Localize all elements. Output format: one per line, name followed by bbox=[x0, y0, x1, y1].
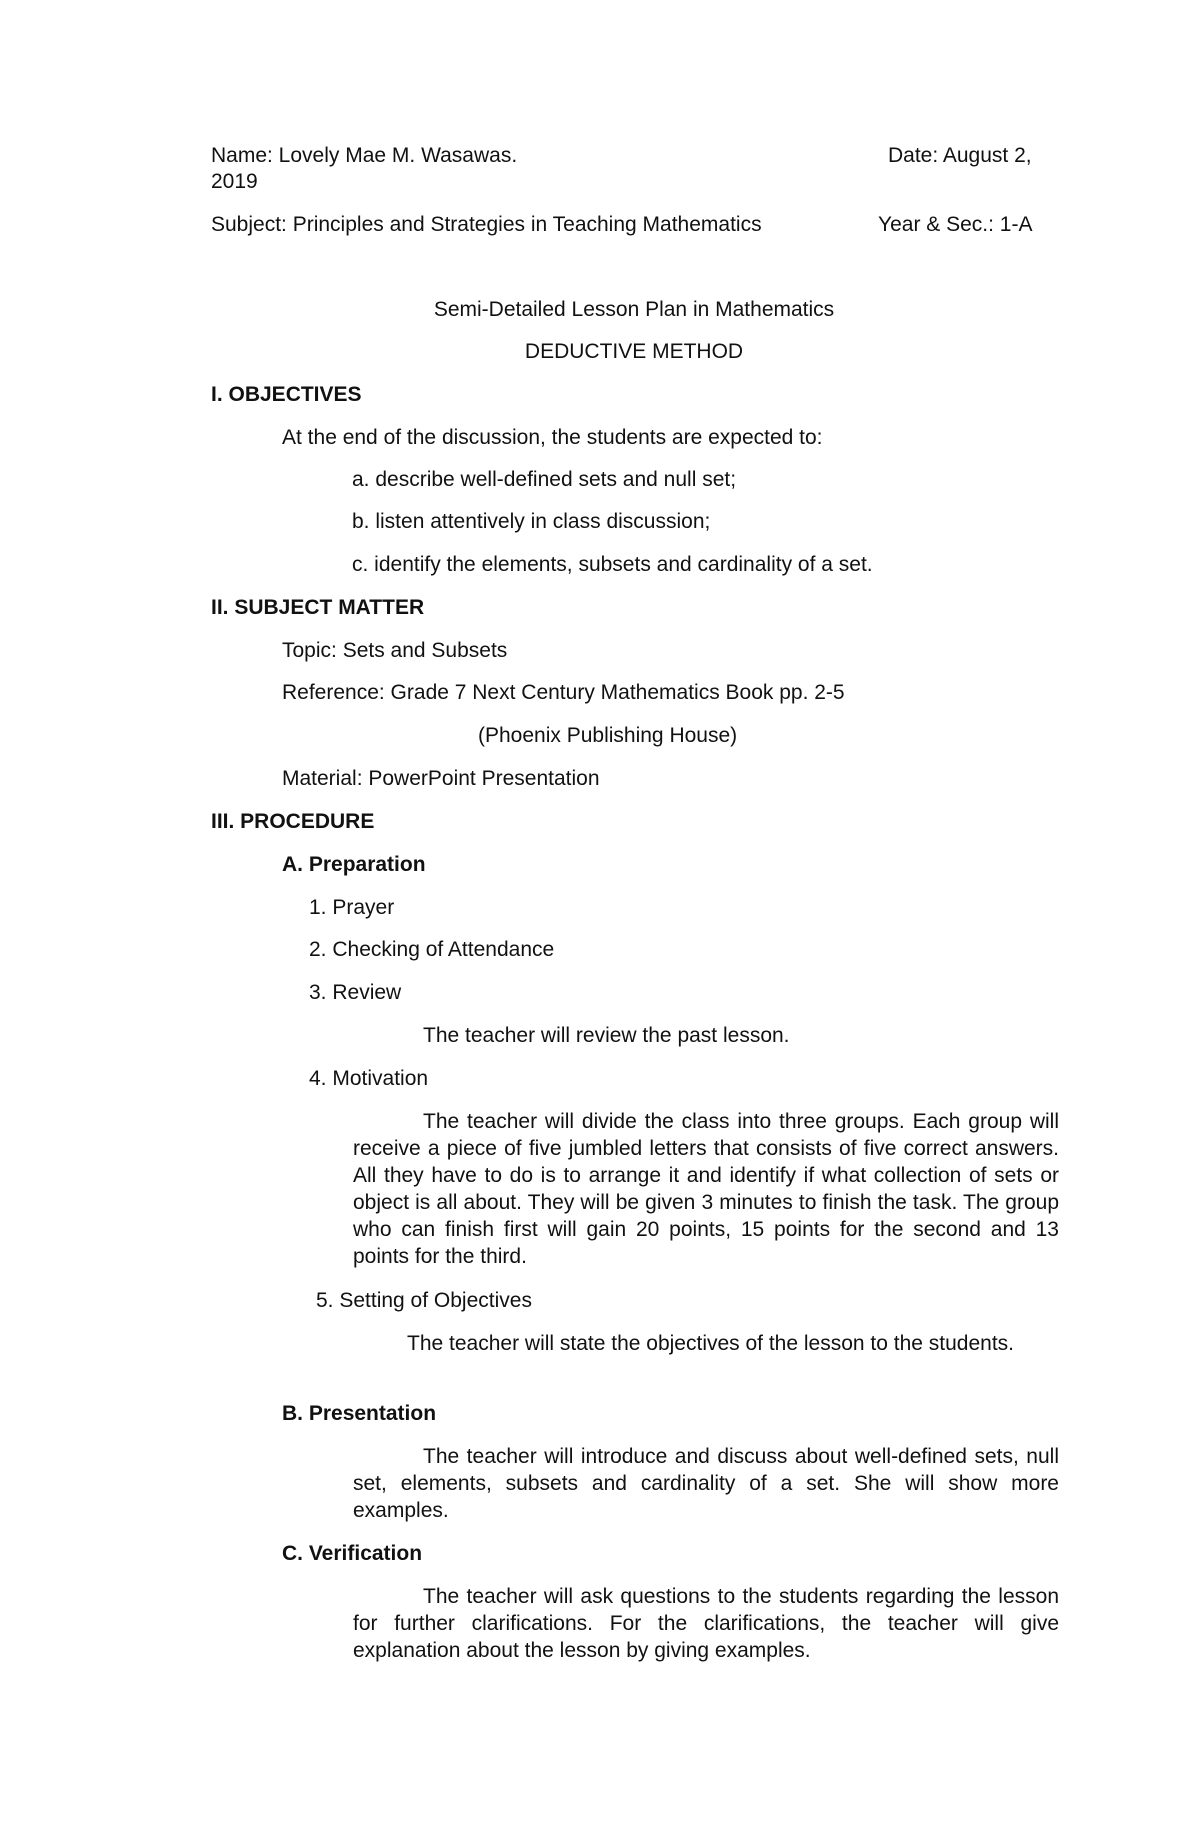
year-section-line: Year & Sec.: 1-A bbox=[878, 213, 1033, 236]
objective-item-a: a. describe well-defined sets and null set; bbox=[352, 468, 737, 491]
prep-item-motivation: 4. Motivation bbox=[309, 1067, 429, 1090]
publisher-line: (Phoenix Publishing House) bbox=[478, 724, 738, 747]
prep-item-review: 3. Review bbox=[309, 981, 402, 1004]
setting-objectives-text: The teacher will state the objectives of the lesson to the students. bbox=[407, 1332, 1015, 1355]
prep-item-prayer: 1. Prayer bbox=[309, 896, 395, 919]
motivation-text: The teacher will divide the class into three groups. Each group will receive a piece of five jumbled letters that consists of five correct answers. All they have to do is to arrange it and identify if what collection of sets or object is all about. They will be given 3 minutes to finish the task. The group who can finish first will gain 20 points, 15 points for the second and 13 points for the third. bbox=[353, 1110, 1059, 1268]
objective-item-b: b. listen attentively in class discussion; bbox=[352, 510, 711, 533]
objectives-intro: At the end of the discussion, the students are expected to: bbox=[282, 426, 823, 449]
prep-item-attendance: 2. Checking of Attendance bbox=[309, 938, 555, 961]
verification-text: The teacher will ask questions to the students regarding the lesson for further clarifications. For the clarifications, the teacher will give explanation about the lesson by giving examples. bbox=[353, 1585, 1059, 1662]
procedure-heading: III. PROCEDURE bbox=[211, 810, 375, 833]
subject-matter-heading: II. SUBJECT MATTER bbox=[211, 596, 425, 619]
document-title: Semi-Detailed Lesson Plan in Mathematics bbox=[433, 298, 835, 321]
preparation-heading: A. Preparation bbox=[282, 853, 426, 876]
method-title: DEDUCTIVE METHOD bbox=[524, 340, 744, 363]
topic-line: Topic: Sets and Subsets bbox=[282, 639, 508, 662]
date-line: Date: August 2, bbox=[888, 144, 1032, 167]
material-line: Material: PowerPoint Presentation bbox=[282, 767, 600, 790]
objectives-heading: I. OBJECTIVES bbox=[211, 383, 362, 406]
review-text: The teacher will review the past lesson. bbox=[423, 1024, 790, 1047]
reference-line: Reference: Grade 7 Next Century Mathematics Book pp. 2-5 bbox=[282, 681, 845, 704]
presentation-heading: B. Presentation bbox=[282, 1402, 437, 1425]
prep-item-setting-objectives: 5. Setting of Objectives bbox=[316, 1289, 532, 1312]
date-year: 2019 bbox=[211, 170, 258, 193]
objective-item-c: c. identify the elements, subsets and cardinality of a set. bbox=[352, 553, 873, 576]
verification-heading: C. Verification bbox=[282, 1542, 423, 1565]
presentation-text: The teacher will introduce and discuss about well-defined sets, null set, elements, subsets and cardinality of a set. She will show more examples. bbox=[353, 1445, 1059, 1522]
name-line: Name: Lovely Mae M. Wasawas. bbox=[211, 144, 518, 167]
subject-line: Subject: Principles and Strategies in Teaching Mathematics bbox=[211, 213, 762, 236]
